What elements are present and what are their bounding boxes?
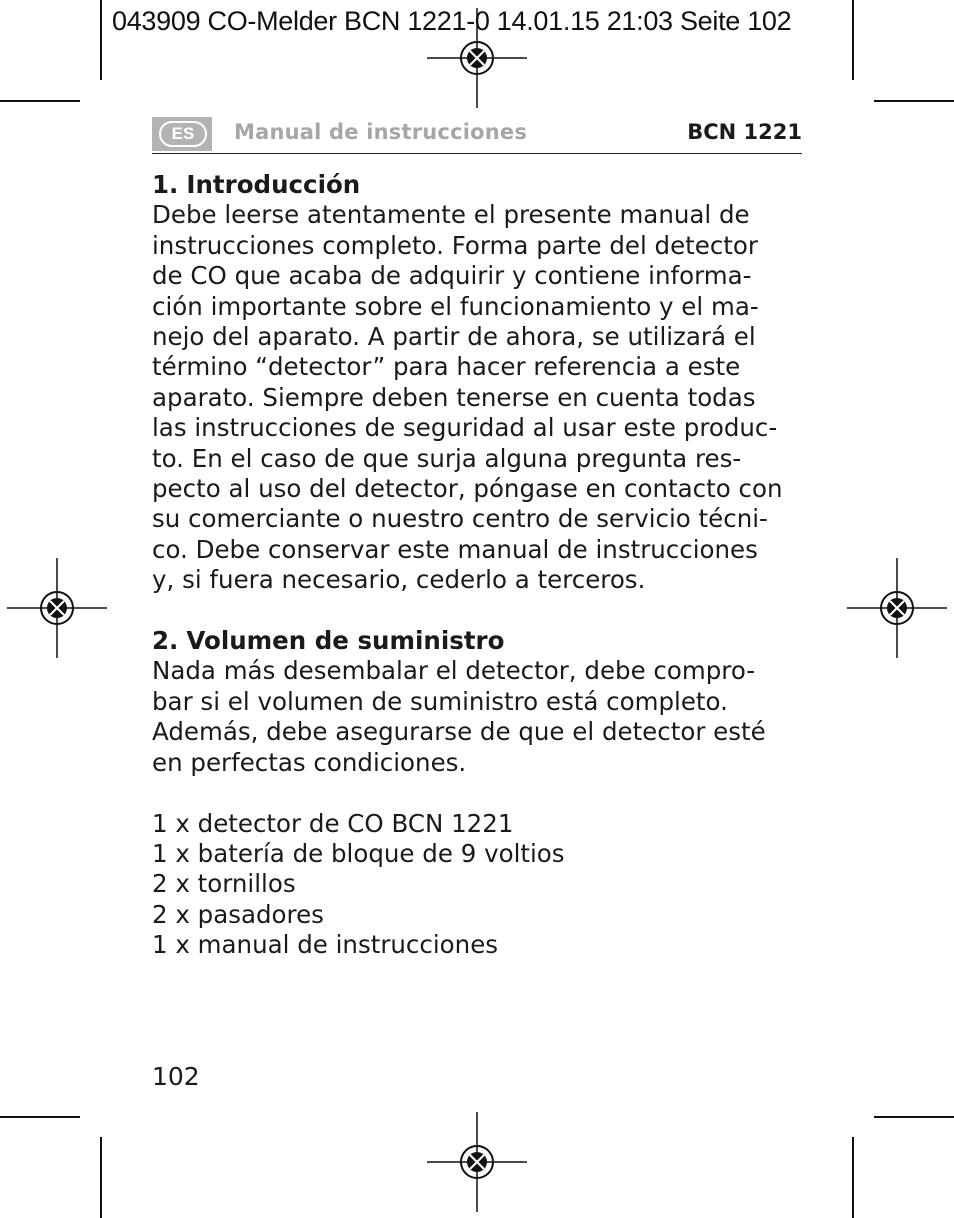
section-title: Introducción — [186, 170, 361, 199]
print-slug: 043909 CO-Melder BCN 1221-0 14.01.15 21:03 Seite 102 — [112, 6, 792, 36]
page-header — [152, 115, 802, 154]
crop-mark-top-left-vertical — [100, 0, 102, 80]
section-introduction — [152, 170, 812, 596]
list-item: 2 x tornillos — [152, 869, 296, 899]
section-heading — [152, 626, 812, 656]
list-item: 1 x detector de CO BCN 1221 — [152, 808, 514, 838]
registration-mark-bottom-icon — [427, 1112, 527, 1212]
page-number: 102 — [152, 1062, 200, 1091]
registration-mark-top-icon — [427, 8, 527, 108]
language-tab — [152, 117, 212, 151]
list-item: 1 x manual de instrucciones — [152, 930, 499, 960]
section-title: Volumen de suministro — [186, 626, 505, 656]
section-number: 2. — [152, 626, 179, 656]
section-supply — [152, 626, 812, 778]
page-content — [152, 170, 812, 961]
registration-mark-right-icon — [847, 558, 947, 658]
crop-mark-top-right-horizontal — [874, 100, 954, 102]
section-heading — [152, 170, 812, 200]
crop-mark-bottom-right-vertical — [852, 1137, 854, 1218]
list-item: 1 x batería de bloque de 9 voltios — [152, 838, 565, 868]
language-badge: ES — [159, 121, 207, 147]
crop-mark-top-left-horizontal — [0, 100, 80, 102]
registration-mark-left-icon — [7, 558, 107, 658]
section-number: 1. — [152, 170, 179, 199]
crop-mark-top-right-vertical — [852, 0, 854, 80]
crop-mark-bottom-right-horizontal — [874, 1116, 954, 1118]
supply-list — [152, 809, 812, 961]
crop-mark-bottom-left-horizontal — [0, 1116, 80, 1118]
header-title: Manual de instrucciones — [234, 120, 528, 144]
list-item: 2 x pasadores — [152, 899, 324, 929]
crop-mark-bottom-left-vertical — [100, 1137, 102, 1218]
section-body: Nada más desembalar el detector, debe compro- bar si el volumen de suministro está completo. Además, debe asegurarse de que el detector esté en perfectas condiciones. — [152, 656, 766, 777]
section-body: Debe leerse atentamente el presente manual de instrucciones completo. Forma parte del detector de CO que acaba de adquirir y contiene informa- ción importante sobre el funcionamiento y el ma- nejo del aparato. A partir de ahora, se utilizará el término “detector” para hacer referencia a este aparato. Siempre deben tenerse en cuenta todas las instrucciones de seguridad al usar este produc- to. En el caso de que surja alguna pregunta res- pecto al uso del detector, póngase en contacto con su comerciante o nuestro centro de servicio técni- co. Debe conservar este manual de instrucciones y, si fuera necesario, cederlo a terceros. — [152, 200, 783, 595]
header-model: BCN 1221 — [687, 120, 802, 144]
